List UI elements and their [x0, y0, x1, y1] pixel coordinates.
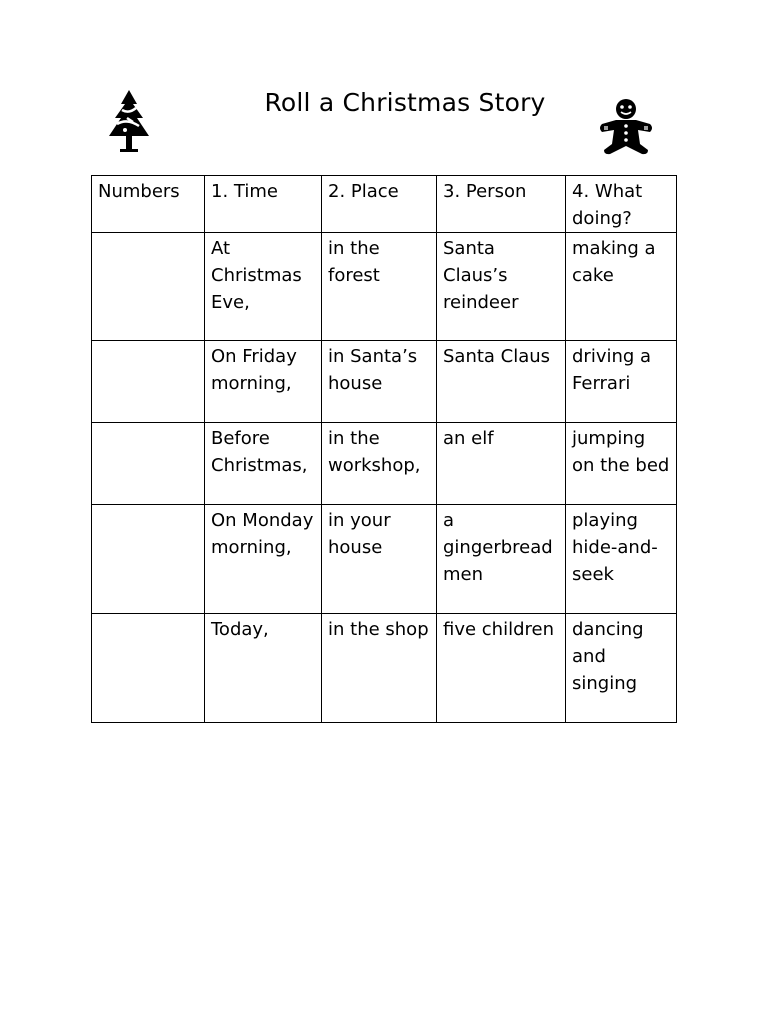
cell-what-doing: playing hide-and-seek [566, 505, 677, 614]
cell-time: On Monday morning, [205, 505, 322, 614]
cell-time: Today, [205, 614, 322, 723]
cell-number [92, 614, 205, 723]
cell-what-doing: making a cake [566, 233, 677, 341]
table-row [92, 341, 677, 423]
cell-place: in Santa’s house [322, 341, 437, 423]
cell-number [92, 341, 205, 423]
cell-time: At Christmas Eve, [205, 233, 322, 341]
cell-what-doing: dancing and singing [566, 614, 677, 723]
header-time: 1. Time [205, 176, 322, 233]
table-row [92, 233, 677, 341]
cell-place: in the shop [322, 614, 437, 723]
header-person: 3. Person [437, 176, 566, 233]
table-row [92, 614, 677, 723]
cell-person: Santa Claus [437, 341, 566, 423]
table-header-row [92, 176, 677, 233]
cell-number [92, 423, 205, 505]
cell-time: On Friday morning, [205, 341, 322, 423]
header-numbers: Numbers [92, 176, 205, 233]
cell-number [92, 233, 205, 341]
gingerbread-man-icon [598, 98, 654, 156]
table-row [92, 505, 677, 614]
cell-person: Santa Claus’s reindeer [437, 233, 566, 341]
header-what-doing: 4. What doing? [566, 176, 677, 233]
cell-place: in the workshop, [322, 423, 437, 505]
cell-person: a gingerbread men [437, 505, 566, 614]
table-row [92, 423, 677, 505]
story-table [91, 175, 677, 723]
cell-number [92, 505, 205, 614]
cell-what-doing: jumping on the bed [566, 423, 677, 505]
cell-time: Before Christmas, [205, 423, 322, 505]
cell-person: an elf [437, 423, 566, 505]
cell-what-doing: driving a Ferrari [566, 341, 677, 423]
header-place: 2. Place [322, 176, 437, 233]
cell-place: in the forest [322, 233, 437, 341]
page-title: Roll a Christmas Story [264, 88, 546, 117]
cell-place: in your house [322, 505, 437, 614]
cell-person: five children [437, 614, 566, 723]
christmas-tree-icon [103, 88, 155, 154]
